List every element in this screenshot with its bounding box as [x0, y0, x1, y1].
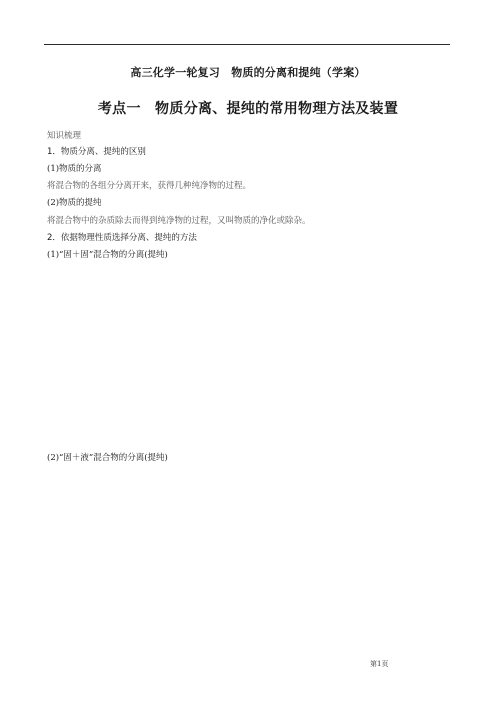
page-number: 第1页 — [370, 660, 389, 668]
subheading-purification: (2)物质的提纯 — [47, 198, 102, 208]
paragraph-separation: 将混合物的各组分分离开来，获得几种纯净物的过程。 — [47, 181, 252, 191]
knowledge-label: 知识梳理 — [47, 131, 82, 141]
item-solid-liquid: (2)“固＋液”混合物的分离(提纯) — [47, 453, 168, 463]
paragraph-purification: 将混合物中的杂质除去而得到纯净物的过程，又叫物质的净化或除杂。 — [47, 216, 311, 226]
heading-2: 2．依据物理性质选择分离、提纯的方法 — [47, 233, 197, 243]
header-rule — [44, 44, 450, 45]
subheading-separation: (1)物质的分离 — [47, 164, 102, 174]
heading-1: 1．物质分离、提纯的区别 — [47, 147, 146, 157]
document-title: 高三化学一轮复习 物质的分离和提纯（学案） — [130, 66, 366, 79]
section-title: 考点一 物质分离、提纯的常用物理方法及装置 — [97, 101, 399, 117]
item-solid-solid: (1)“固＋固”混合物的分离(提纯) — [47, 250, 168, 260]
